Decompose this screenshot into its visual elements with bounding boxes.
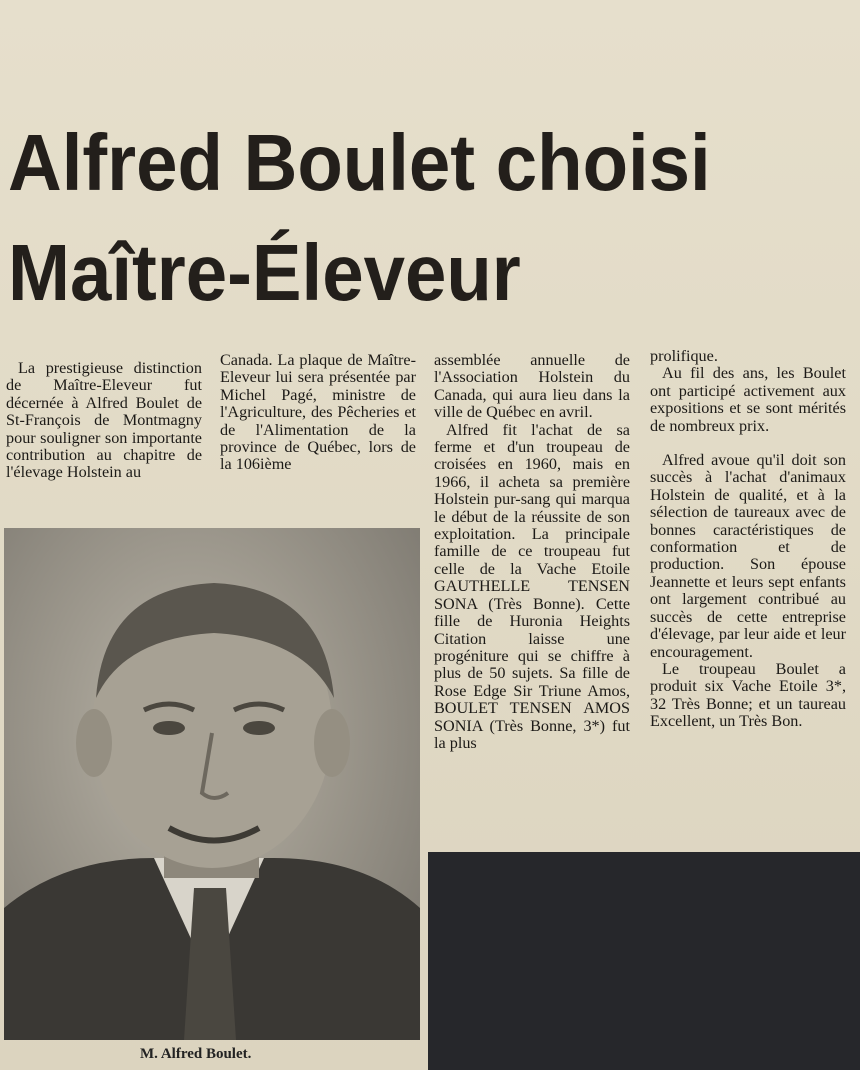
article-column-3 xyxy=(434,352,630,752)
portrait-photo xyxy=(4,528,420,1040)
photo-caption: M. Alfred Boulet. xyxy=(140,1046,252,1062)
paragraph: Alfred fit l'achat de sa ferme et d'un troupeau de croisées en 1960, mais en 1966, il acheta sa première Holstein pur-sang qui marqua le début de la réussite de son exploitation. La principale famille de ce troupeau fut celle de la Vache Etoile GAUTHELLE TENSEN SONA (Très Bonne). Cette fille de Huronia Heights Citation laisse une progéniture qui se chiffre à plus de 50 sujets. Sa fille de Rose Edge Sir Triune Amos, BOULET TENSEN AMOS SONIA (Très Bonne, 3*) fut la plus xyxy=(434,420,630,752)
paragraph: Canada. La plaque de Maître-Eleveur lui sera présentée par Michel Pagé, ministre de l'Agriculture, des Pêcheries et de l'Alimentation de la province de Québec, lors de la 106ième xyxy=(220,351,416,474)
paragraph: Le troupeau Boulet a produit six Vache Etoile 3*, 32 Très Bonne; et un taureau Excellent, un Très Bon. xyxy=(650,659,846,731)
paragraph: Au fil des ans, les Boulet ont participé activement aux expositions et se sont mérités de nombreux prix. xyxy=(650,364,846,435)
headline-line-2: Maître-Éleveur xyxy=(8,228,521,317)
headline-line-1: Alfred Boulet choisi xyxy=(8,118,711,207)
article-column-4 xyxy=(650,348,846,731)
paragraph: La prestigieuse distinction de Maître-Eleveur fut décernée à Alfred Boulet de St-François de Montmagny pour souligner son importante contribution au chapitre de l'élevage Holstein au xyxy=(6,359,202,482)
headline xyxy=(8,108,799,328)
dark-background-area xyxy=(428,852,860,1070)
paragraph: prolifique. xyxy=(650,347,718,365)
paragraph-gap xyxy=(650,435,846,452)
paragraph: Alfred avoue qu'il doit son succès à l'achat d'animaux Holstein de qualité, et à la sélection de taureaux avec de bonnes caractéristiques de conformation et de production. Son épouse Jeannette et leurs sept enfants ont largement contribué au succès de cette entreprise d'élevage, par leur aide et leur encouragement. xyxy=(650,451,846,661)
article-column-1 xyxy=(6,360,202,482)
paragraph: assemblée annuelle de l'Association Holstein du Canada, qui aura lieu dans la ville de Québec en avril. xyxy=(434,351,630,422)
article-column-2 xyxy=(220,352,416,474)
